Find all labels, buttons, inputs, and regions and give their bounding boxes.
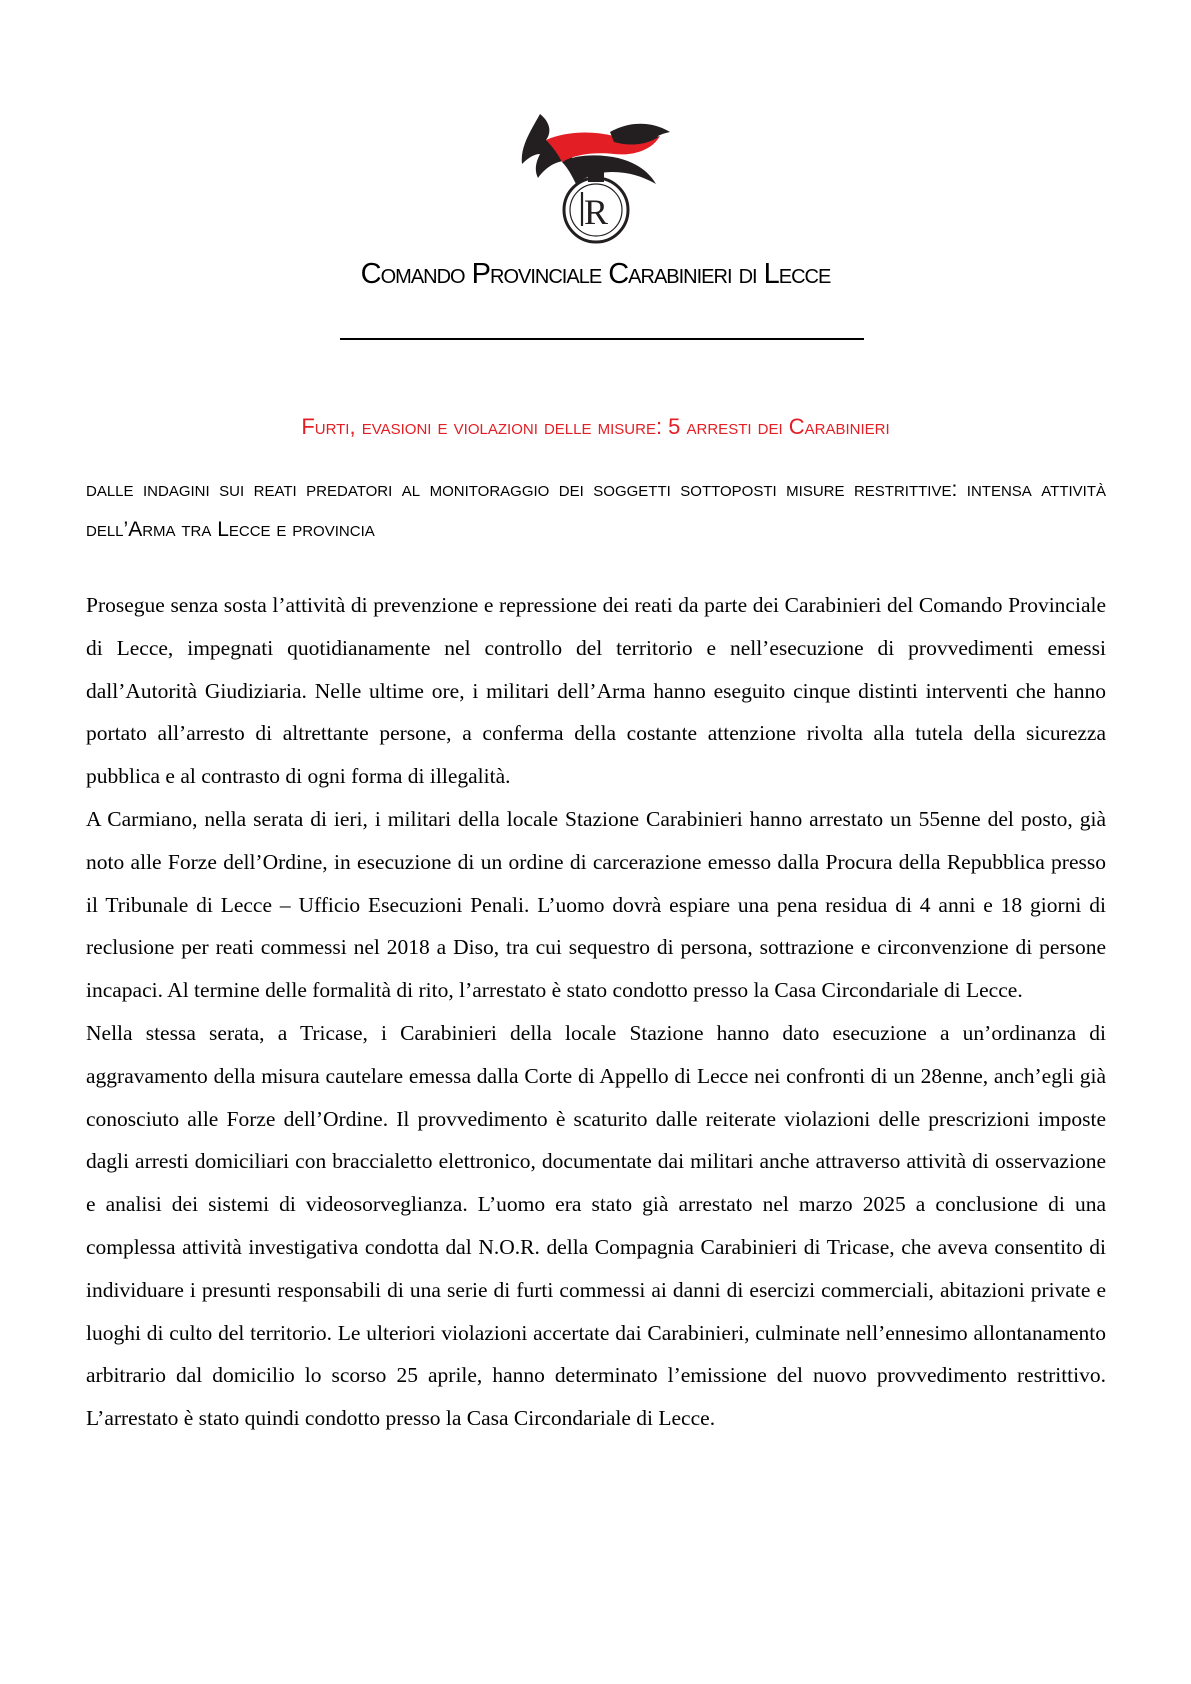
organization-title: Comando Provinciale Carabinieri di Lecce [360, 258, 831, 290]
press-release-subheadline: dalle indagini sui reati predatori al monitoraggio dei soggetti sottoposti misure restrittive: intensa attività dell’Arma tra Lecce e provincia [86, 478, 1106, 541]
carabinieri-logo-icon [510, 92, 680, 252]
article-paragraph: A Carmiano, nella serata di ieri, i militari della locale Stazione Carabinieri hanno arrestato un 55enne del posto, già noto alle Forze dell’Ordine, in esecuzione di un ordine di carcerazione emesso dalla Procura della Repubblica presso il Tribunale di Lecce – Ufficio Esecuzioni Penali. L’uomo dovrà espiare una pena residua di 4 anni e 18 giorni di reclusione per reati commessi nel 2018 a Diso, tra cui sequestro di persona, sottrazione e circonvenzione di persone incapaci. Al termine delle formalità di rito, l’arrestato è stato condotto presso la Casa Circondariale di Lecce. [86, 806, 1106, 1003]
logo-flame-dark-right [610, 124, 670, 145]
article-paragraph: Prosegue senza sosta l’attività di prevenzione e repressione dei reati da parte dei Carabinieri del Comando Provinciale di Lecce, impegnati quotidianamente nel controllo del territorio e nell’esecuzione di provvedimenti emessi dall’Autorità Giudiziaria. Nelle ultime ore, i militari dell’Arma hanno eseguito cinque distinti interventi che hanno portato all’arresto di altrettante persone, a conferma della costante attenzione rivolta alla tutela della sicurezza pubblica e al contrasto di ogni forma di illegalità. [86, 593, 1106, 789]
logo-monogram: R [583, 192, 609, 232]
header-divider [340, 338, 864, 340]
article-paragraph: Nella stessa serata, a Tricase, i Carabinieri della locale Stazione hanno dato esecuzione a un’ordinanza di aggravamento della misura cautelare emessa dalla Corte di Appello di Lecce nei confronti di un 28enne, anch’egli già conosciuto alle Forze dell’Ordine. Il provvedimento è scaturito dalle reiterate violazioni delle prescrizioni imposte dagli arresti domiciliari con braccialetto elettronico, documentate dai militari anche attraverso attività di osservazione e analisi dei sistemi di videosorveglianza. L’uomo era stato già arrestato nel marzo 2025 a conclusione di una complessa attività investigativa condotta dal N.O.R. della Compagnia Carabinieri di Tricase, che aveva consentito di individuare i presunti responsabili di una serie di furti commessi ai danni di esercizi commerciali, abitazioni private e luoghi di culto del territorio. Le ulteriori violazioni accertate dai Carabinieri, culminate nell’ennesimo allontanamento arbitrario dal domicilio lo scorso 25 aprile, hanno determinato l’emissione del nuovo provvedimento restrittivo. L’arrestato è stato quindi condotto presso la Casa Circondariale di Lecce. [86, 1020, 1106, 1431]
article-body [86, 584, 1106, 1440]
press-release-headline: Furti, evasioni e violazioni delle misure: 5 arresti dei Carabinieri [301, 414, 890, 439]
logo-neck [588, 170, 604, 182]
